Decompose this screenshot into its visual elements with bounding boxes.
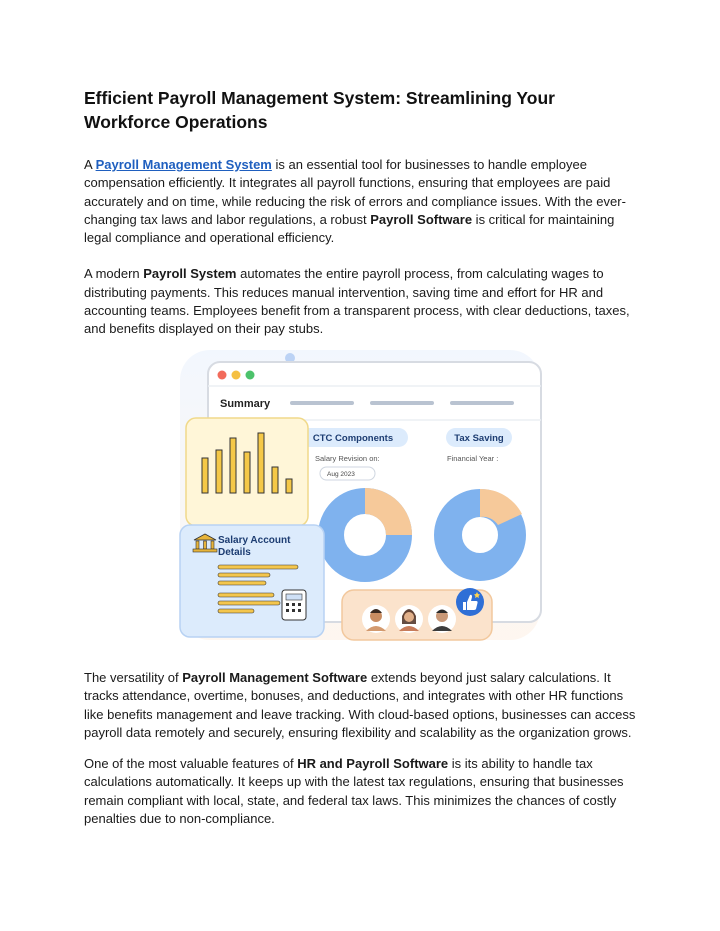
bold-term: Payroll Management Software — [182, 670, 368, 685]
bar — [216, 450, 222, 493]
text-span: The versatility of — [84, 670, 183, 685]
payroll-system-paragraph — [84, 265, 644, 338]
bar — [272, 467, 278, 493]
payroll-illustration — [170, 340, 550, 645]
intro-paragraph — [84, 156, 644, 247]
bar — [258, 433, 264, 493]
document-body — [84, 86, 644, 357]
text-span: is its ability to handle tax calculations automatically. It keeps up with the latest tax regulations, ensuring that businesses remain compliant with local, state, and federal tax laws. This minimizes the chances of costly penalties due to non-compliance. — [84, 756, 624, 826]
text-span: extends beyond just salary calculations. It tracks attendance, overtime, bonuses, and deductions, and integrates with other HR functions like benefits management and leave tracking. With cloud-based options, businesses can access payroll data remotely and securely, ensuring flexibility and scalability as the organization grows. — [84, 670, 636, 740]
salary-revision-label: Salary Revision on: — [315, 454, 380, 463]
text-span: automates the entire payroll process, from calculating wages to distributing payments. This reduces manual intervention, saving time and effort for HR and accounting teams. Employees benefit from a transparent process, with clear deductions, taxes, and benefits displayed on their pay stubs. — [84, 266, 630, 337]
salary-account-title-line1: Salary Account — [218, 535, 291, 546]
payroll-management-system-link[interactable]: Payroll Management System — [95, 157, 272, 172]
calculator-icon — [282, 590, 306, 620]
bar — [244, 452, 250, 493]
text-span: A modern — [84, 266, 144, 282]
placeholder-bar — [370, 401, 434, 405]
date-chip-label: Aug 2023 — [327, 471, 355, 478]
bar — [286, 479, 292, 493]
tax-calculation-paragraph — [84, 755, 644, 828]
tax-donut-hole — [463, 518, 497, 552]
page-title: Efficient Payroll Management System: Streamlining Your Workforce Operations — [84, 88, 555, 132]
placeholder-bar — [290, 401, 354, 405]
ctc-donut-hole — [345, 515, 385, 555]
ctc-components-label: CTC Components — [312, 433, 394, 444]
text-span: One of the most valuable features of — [84, 756, 298, 771]
illustration-svg — [170, 340, 550, 645]
text-span: is an essential tool for businesses to handle employee compensation efficiently. It integrates all payroll functions, ensuring that employees are paid accurately and on time, while reducing the risk of errors and compliance issues. With the ever-changing tax laws and labor regulations, a robust — [84, 157, 626, 227]
summary-label: Summary — [220, 398, 271, 410]
employee-avatar — [362, 605, 390, 633]
employee-avatar — [428, 605, 456, 633]
bold-term: Payroll System — [143, 266, 237, 282]
versatility-paragraph — [84, 669, 644, 742]
bar — [230, 438, 236, 493]
financial-year-label: Financial Year : — [447, 454, 499, 463]
employee-avatar — [395, 605, 423, 633]
tax-donut-chart — [448, 489, 522, 567]
bold-term: HR and Payroll Software — [297, 756, 449, 771]
placeholder-bar — [450, 401, 514, 405]
window-minimize-dot — [232, 371, 241, 380]
bold-term: Payroll Software — [370, 211, 473, 227]
window-maximize-dot — [246, 371, 255, 380]
text-span: A — [84, 157, 96, 172]
salary-account-title-line2: Details — [218, 547, 251, 558]
tax-saving-label: Tax Saving — [454, 433, 504, 444]
text-span: is critical for maintaining legal compliance and operational efficiency. — [84, 211, 615, 246]
bar — [202, 458, 208, 493]
window-close-dot — [218, 371, 227, 380]
